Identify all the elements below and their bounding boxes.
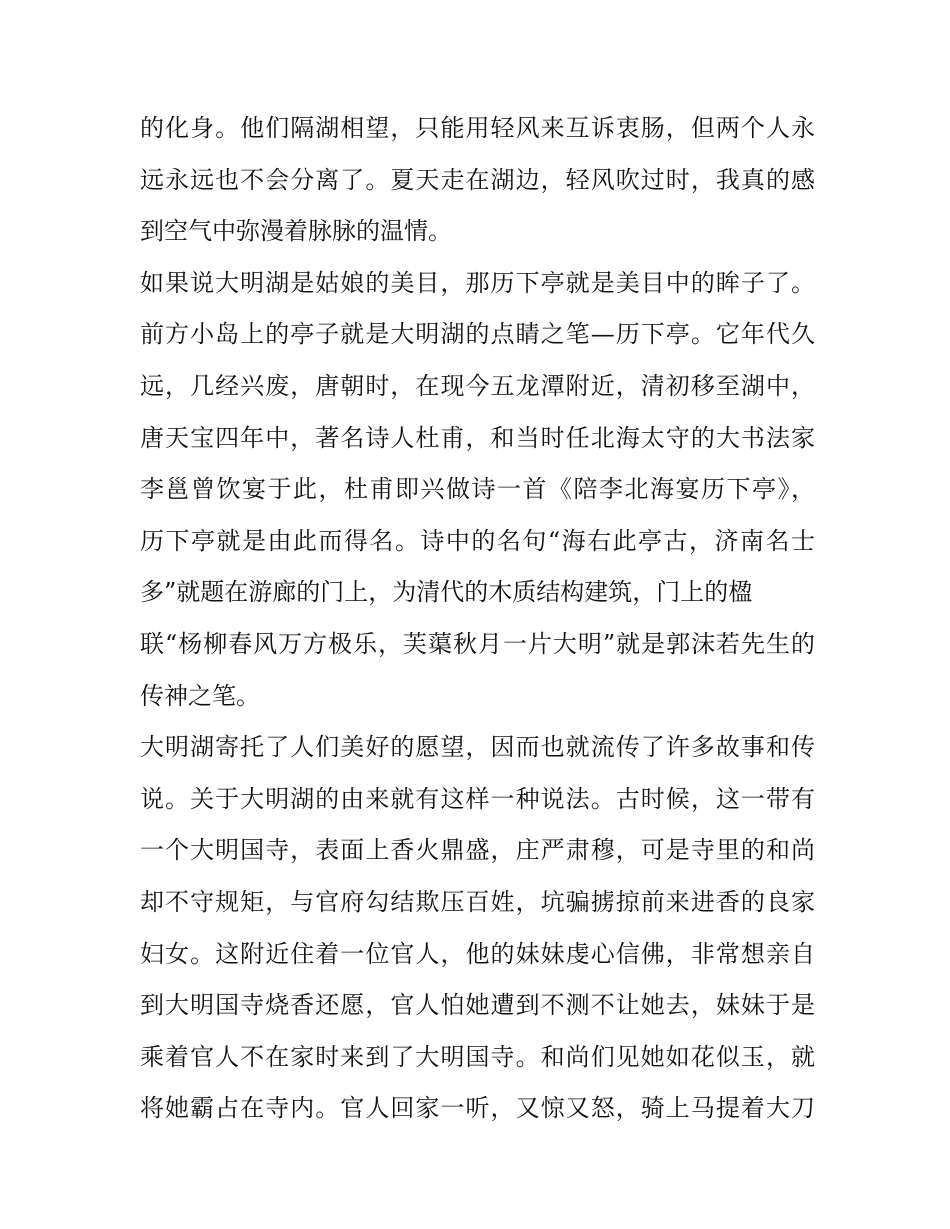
text-line: 远，几经兴废，唐朝时，在现今五龙潭附近，清初移至湖中， [140, 371, 815, 400]
text-line: 一个大明国寺，表面上香火鼎盛，庄严肃穆，可是寺里的和尚 [140, 836, 815, 865]
text-line: 妇女。这附近住着一位官人，他的妹妹虔心信佛，非常想亲自 [140, 939, 815, 968]
text-line: 前方小岛上的亭子就是大明湖的点睛之笔—历下亭。它年代久 [140, 320, 815, 349]
text-line: 说。关于大明湖的由来就有这样一种说法。古时候，这一带有 [140, 784, 815, 813]
text-line: 历下亭就是由此而得名。诗中的名句“海右此亭古，济南名士 [140, 526, 815, 555]
text-line: 的化身。他们隔湖相望，只能用轻风来互诉衷肠，但两个人永 [140, 114, 815, 142]
text-line: 到大明国寺烧香还愿，官人怕她遭到不测不让她去，妹妹于是 [140, 991, 815, 1020]
text-line: 唐天宝四年中，著名诗人杜甫，和当时任北海太守的大书法家 [140, 423, 815, 452]
text-line: 李邕曾饮宴于此，杜甫即兴做诗一首《陪李北海宴历下亭》， [140, 475, 815, 504]
text-line: 将她霸占在寺内。官人回家一听，又惊又怒，骑上马提着大刀 [140, 1094, 815, 1123]
text-line: 大明湖寄托了人们美好的愿望，因而也就流传了许多故事和传 [140, 733, 815, 762]
text-line: 多”就题在游廊的门上，为清代的木质结构建筑，门上的楹 [140, 578, 753, 607]
text-line: 到空气中弥漫着脉脉的温情。 [140, 217, 452, 246]
body-text [140, 103, 815, 1135]
text-line: 乘着官人不在家时来到了大明国寺。和尚们见她如花似玉，就 [140, 1042, 815, 1071]
text-line: 却不守规矩，与官府勾结欺压百姓，坑骗掳掠前来进香的良家 [140, 887, 815, 916]
text-line: 传神之笔。 [140, 681, 260, 710]
text-line: 联“杨柳春风万方极乐，芙蕖秋月一片大明”就是郭沫若先生的 [140, 629, 815, 658]
text-line: 远永远也不会分离了。夏天走在湖边，轻风吹过时，我真的感 [140, 165, 815, 194]
text-line: 如果说大明湖是姑娘的美目，那历下亭就是美目中的眸子了。 [140, 268, 815, 297]
